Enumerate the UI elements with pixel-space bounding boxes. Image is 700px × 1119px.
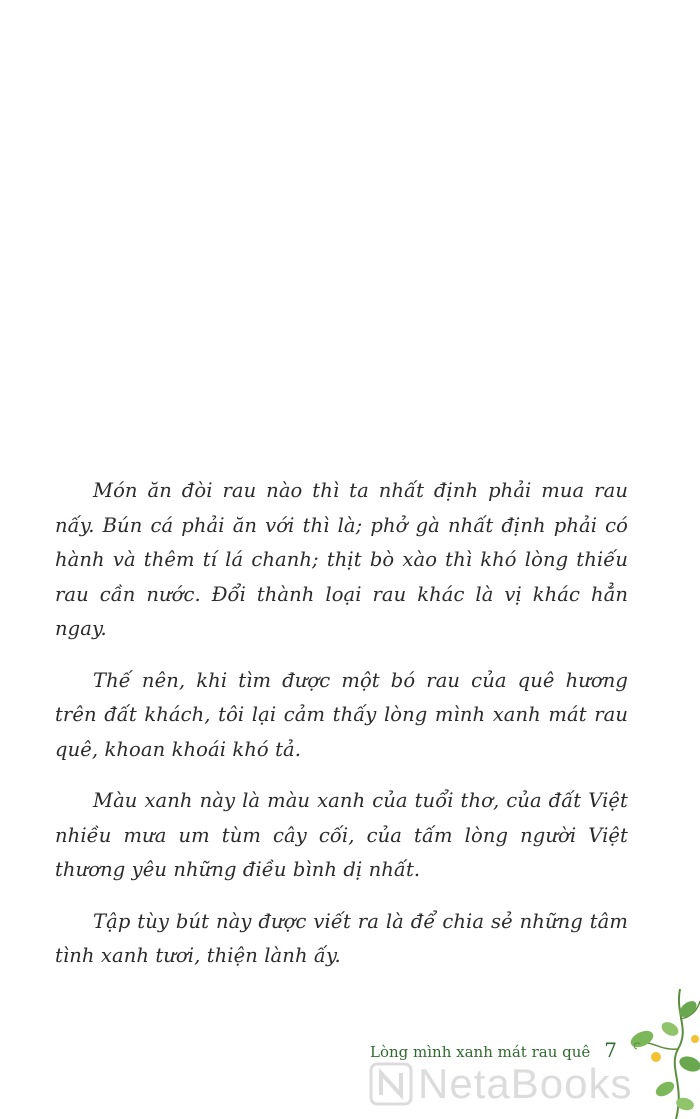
n-logo-icon [368,1061,414,1107]
paragraph-4: Tập tùy bút này được viết ra là để chia sẻ những tâm tình xanh tươi, thiện lành ấy. [55,909,628,967]
watermark-text: NetaBooks [418,1060,633,1107]
running-title: Lòng mình xanh mát rau quê [370,1043,591,1061]
body-text [55,474,628,991]
watermark [368,1060,632,1108]
paragraph-3: Màu xanh này là màu xanh của tuổi thơ, của đất Việt nhiều mưa um tùm cây cối, của tấm lòng người Việt thương yêu những điều bình dị nhất. [55,789,628,881]
paragraph-2: Thế nên, khi tìm được một bó rau của quê hương trên đất khách, tôi lại cảm thấy lòng mình xanh mát rau quê, khoan khoái khó tả. [55,668,628,761]
paragraph-1: Món ăn đòi rau nào thì ta nhất định phải mua rau nấy. Bún cá phải ăn với thì là; phở gà nhất định phải có hành và thêm tí lá chanh; thịt bò xào thì khó lòng thiếu rau cần nước. Đổi thành loại rau khác là vị khác hẳn ngay. [55,479,628,640]
page-number: 7 [604,1038,618,1062]
